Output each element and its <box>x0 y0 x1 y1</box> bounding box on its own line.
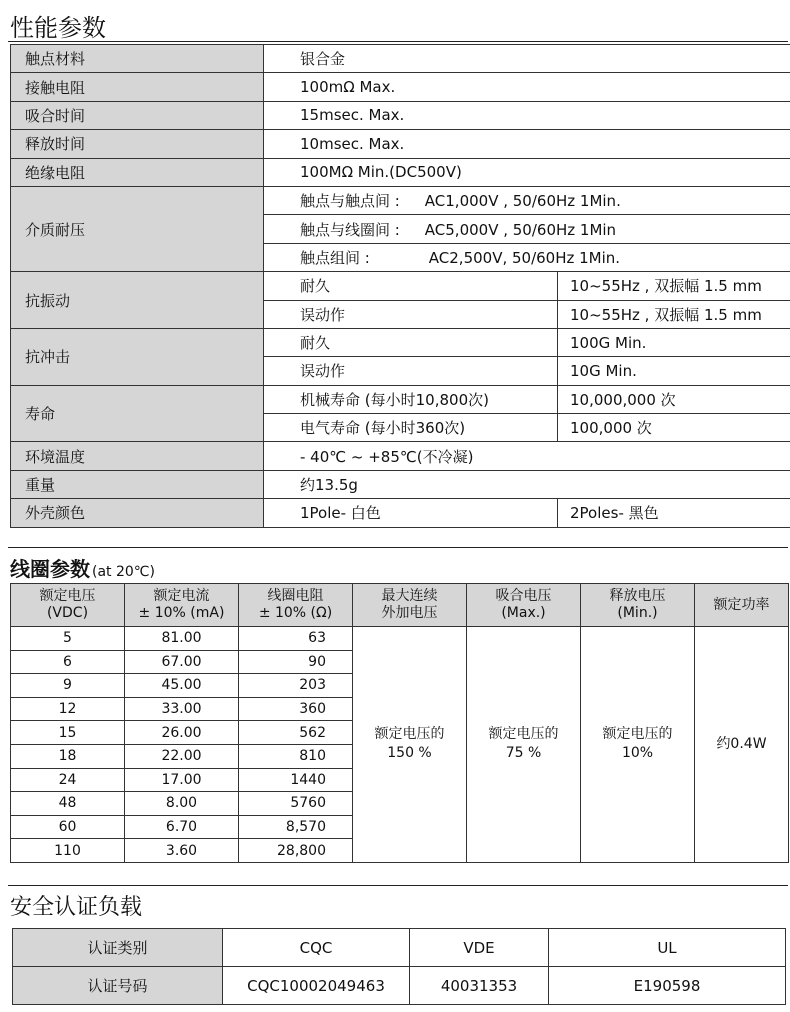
dielectric-value: AC5,000V , 50/60Hz 1Min <box>424 220 617 239</box>
table-row <box>11 272 790 300</box>
row-label: 触点材料 <box>11 45 264 73</box>
table-row <box>11 442 790 470</box>
table-row: 48 8.00 5760 <box>11 792 789 816</box>
column-header: 额定电压 (VDC) <box>11 584 125 627</box>
sub-value: 100G Min. <box>558 328 790 356</box>
section-title-safety: 安全认证负载 <box>10 895 143 920</box>
table-row: 18 22.00 810 <box>11 744 789 768</box>
rated-current: 81.00 <box>125 627 239 651</box>
sub-value: 100,000 次 <box>558 414 790 442</box>
dielectric-name: 触点组间 : <box>300 248 370 267</box>
row-label: 认证号码 <box>13 967 223 1005</box>
table-header-row <box>11 584 789 627</box>
table-row <box>11 385 790 413</box>
row-label: 重量 <box>11 470 264 498</box>
release-voltage: 额定电压的 10% <box>581 627 695 863</box>
row-label: 环境温度 <box>11 442 264 470</box>
row-label: 吸合时间 <box>11 101 264 129</box>
table-row: 15 26.00 562 <box>11 721 789 745</box>
table-row: 24 17.00 1440 <box>11 768 789 792</box>
sub-name: 机械寿命 (每小时10,800次) <box>264 385 558 413</box>
safety-table <box>12 928 786 1005</box>
row-value: 10msec. Max. <box>264 130 790 158</box>
row-label: 外壳颜色 <box>11 499 264 527</box>
table-row: 60 6.70 8,570 <box>11 815 789 839</box>
dielectric-value: AC2,500V, 50/60Hz 1Min. <box>428 248 621 267</box>
sub-value: 10~55Hz , 双振幅 1.5 mm <box>558 300 790 328</box>
row-label: 接触电阻 <box>11 73 264 101</box>
column-header: 线圈电阻 ± 10% (Ω) <box>239 584 353 627</box>
row-value: 1Pole- 白色 <box>264 499 558 527</box>
cert-number: 40031353 <box>410 967 549 1005</box>
sub-name: 误动作 <box>264 357 558 385</box>
row-value: 100mΩ Max. <box>264 73 790 101</box>
row-value: 银合金 <box>264 45 790 73</box>
table-row: 12 33.00 360 <box>11 697 789 721</box>
coil-title: 线圈参数 <box>10 557 90 581</box>
max-voltage: 额定电压的 150 % <box>353 627 467 863</box>
row-label: 抗振动 <box>11 272 264 329</box>
sub-value: 10,000,000 次 <box>558 385 790 413</box>
row-label: 释放时间 <box>11 130 264 158</box>
row-value: 约13.5g <box>264 470 790 498</box>
table-row: 9 45.00 203 <box>11 674 789 698</box>
dielectric-name: 触点与线圈间 : <box>300 220 400 239</box>
cert-type: CQC <box>223 929 410 967</box>
table-row <box>11 73 790 101</box>
column-header: 吸合电压 (Max.) <box>467 584 581 627</box>
section-title-performance: 性能参数 <box>10 14 106 42</box>
table-row <box>11 186 790 214</box>
divider <box>8 547 788 548</box>
row-value: - 40℃ ~ +85℃(不冷凝) <box>264 442 790 470</box>
divider <box>8 41 788 42</box>
section-title-coil <box>10 553 155 582</box>
row-label: 介质耐压 <box>11 186 264 271</box>
column-header: 额定功率 <box>695 584 789 627</box>
column-header: 额定电流 ± 10% (mA) <box>125 584 239 627</box>
pickup-voltage: 额定电压的 75 % <box>467 627 581 863</box>
table-row <box>11 101 790 129</box>
dielectric-line <box>264 243 790 271</box>
column-header: 最大连续 外加电压 <box>353 584 467 627</box>
sub-name: 耐久 <box>264 328 558 356</box>
cert-number: CQC10002049463 <box>223 967 410 1005</box>
cert-number: E190598 <box>549 967 786 1005</box>
table-row <box>11 627 789 651</box>
coil-table <box>10 583 789 863</box>
row-label: 认证类别 <box>13 929 223 967</box>
rated-voltage: 5 <box>11 627 125 651</box>
table-row <box>13 967 786 1005</box>
coil-resistance: 63 <box>239 627 353 651</box>
table-row <box>11 130 790 158</box>
rated-power: 约0.4W <box>695 627 789 863</box>
sub-name: 电气寿命 (每小时360次) <box>264 414 558 442</box>
cert-type: UL <box>549 929 786 967</box>
column-header: 释放电压 (Min.) <box>581 584 695 627</box>
table-row <box>11 470 790 498</box>
divider <box>8 885 788 886</box>
coil-subtitle: (at 20℃) <box>92 564 155 580</box>
row-label: 抗冲击 <box>11 328 264 385</box>
table-row <box>11 328 790 356</box>
table-row <box>11 158 790 186</box>
table-row <box>13 929 786 967</box>
dielectric-name: 触点与触点间 : <box>300 192 400 211</box>
row-label: 绝缘电阻 <box>11 158 264 186</box>
sub-value: 10~55Hz , 双振幅 1.5 mm <box>558 272 790 300</box>
dielectric-line <box>264 186 790 214</box>
row-value: 2Poles- 黑色 <box>558 499 790 527</box>
table-row: 6 67.00 90 <box>11 650 789 674</box>
dielectric-value: AC1,000V , 50/60Hz 1Min. <box>424 192 621 211</box>
cert-type: VDE <box>410 929 549 967</box>
dielectric-line <box>264 215 790 243</box>
row-value: 15msec. Max. <box>264 101 790 129</box>
sub-name: 误动作 <box>264 300 558 328</box>
sub-value: 10G Min. <box>558 357 790 385</box>
table-row: 110 3.60 28,800 <box>11 839 789 863</box>
sub-name: 耐久 <box>264 272 558 300</box>
row-value: 100MΩ Min.(DC500V) <box>264 158 790 186</box>
table-row <box>11 45 790 73</box>
row-label: 寿命 <box>11 385 264 442</box>
table-row <box>11 499 790 527</box>
performance-table <box>10 44 790 528</box>
